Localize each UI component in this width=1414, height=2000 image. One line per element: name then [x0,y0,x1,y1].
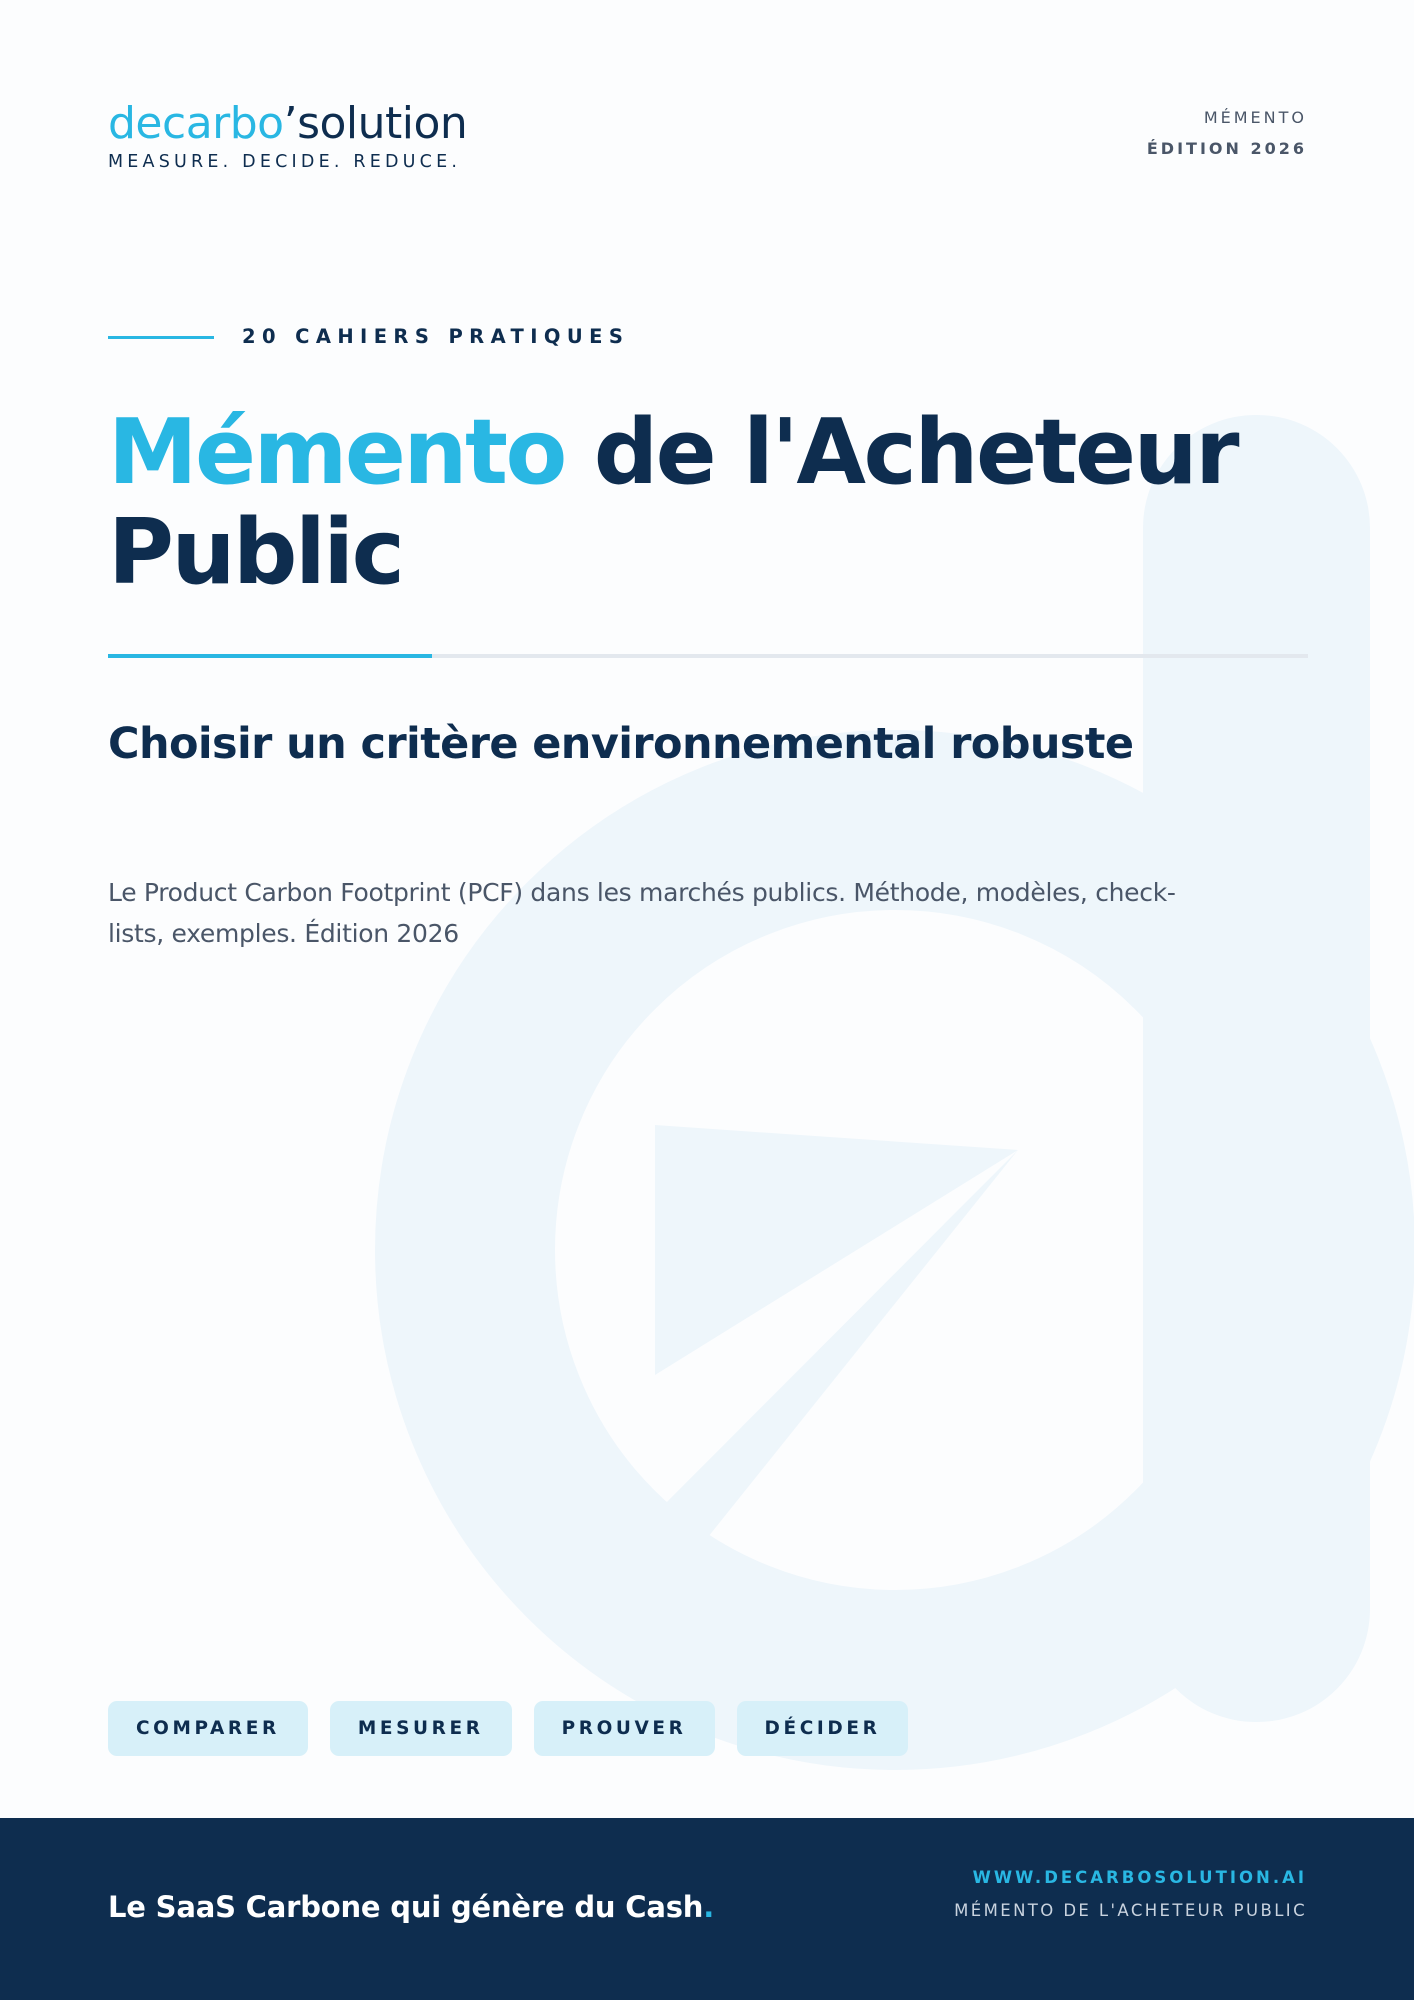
brand-name-part1: decarbo [108,98,284,149]
subtitle: Choisir un critère environnemental robuste [108,719,1134,769]
tag-comparer: COMPARER [108,1701,308,1756]
title-line1: de l'Acheteur [593,400,1238,505]
footer-website-link[interactable]: WWW.DECARBOSOLUTION.AI [972,1868,1307,1887]
footer-slogan-text: Le SaaS Carbone qui génère du Cash [108,1890,704,1924]
footer-slogan-dot: . [703,1890,715,1924]
title-divider-accent [108,654,432,658]
footer [0,1818,1414,2000]
description: Le Product Carbon Footprint (PCF) dans les marchés publics. Méthode, modèles, check-lists, exemples. Édition 2026 [108,878,1176,948]
title-accent: Mémento [108,400,565,505]
footer-document-name: MÉMENTO DE L'ACHETEUR PUBLIC [954,1901,1307,1920]
tag-prouver: PROUVER [534,1701,715,1756]
kicker-rule [108,336,214,339]
edition-kicker: MÉMENTO [1203,108,1307,127]
edition-label: ÉDITION 2026 [1146,139,1307,158]
tag-list [108,1701,908,1756]
brand-wordmark [108,98,467,150]
footer-right [954,1868,1307,1920]
brand-tagline: MEASURE. DECIDE. REDUCE. [108,152,462,172]
tag-mesurer: MESURER [330,1701,512,1756]
kicker-text: 20 CAHIERS PRATIQUES [242,325,630,348]
brand-name-part2: ’solution [283,98,468,149]
edition-block [1147,108,1307,158]
footer-slogan [108,1890,714,1924]
tag-decider: DÉCIDER [737,1701,909,1756]
page-title [108,400,1328,605]
title-line2: Public [108,500,403,605]
brand-logo[interactable] [108,98,467,172]
